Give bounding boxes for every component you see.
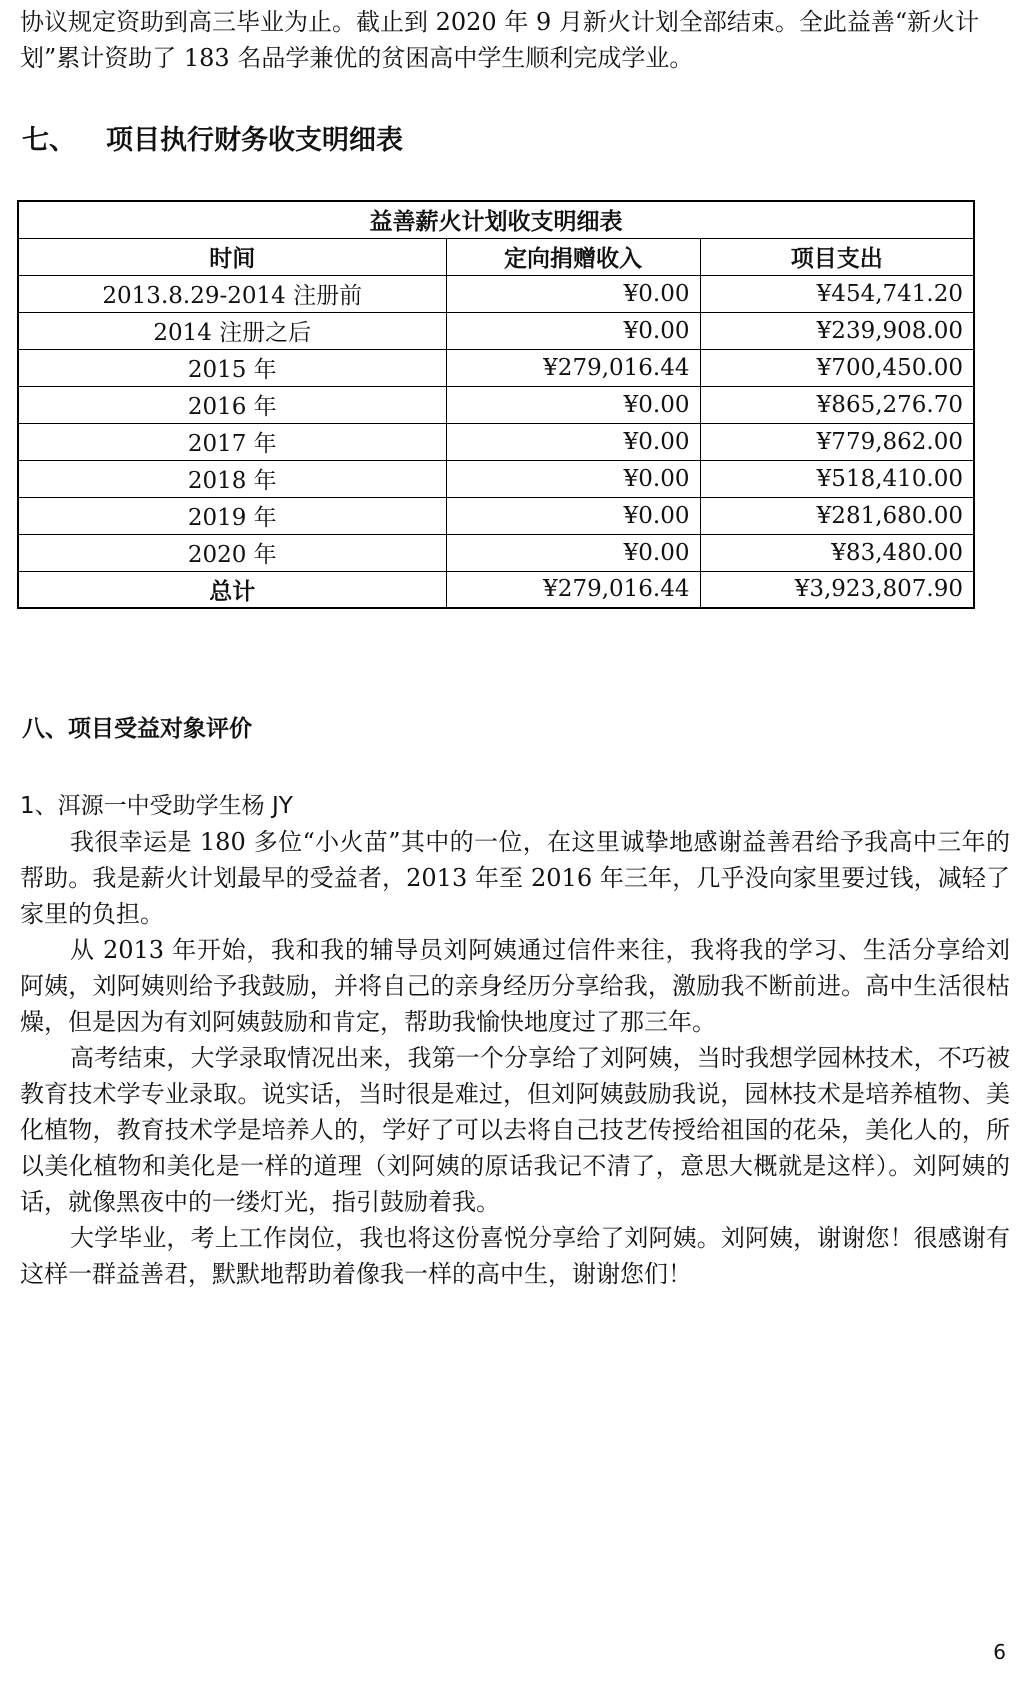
table-caption-row xyxy=(18,201,974,238)
header-income: 定向捐赠收入 xyxy=(446,238,700,275)
table-total-row xyxy=(18,571,974,608)
cell-period: 2019 年 xyxy=(18,497,446,534)
cell-income: ¥0.00 xyxy=(446,460,700,497)
cell-period: 2017 年 xyxy=(18,423,446,460)
cell-expense: ¥779,862.00 xyxy=(700,423,974,460)
cell-period: 2016 年 xyxy=(18,386,446,423)
testimonial-heading: 1、洱源一中受助学生杨 JY xyxy=(20,793,293,819)
intro-line-2: 划”累计资助了 183 名品学兼优的贫困高中学生顺利完成学业。 xyxy=(20,44,694,72)
table-row xyxy=(18,460,974,497)
header-expense: 项目支出 xyxy=(700,238,974,275)
header-period: 时间 xyxy=(18,238,446,275)
table-row xyxy=(18,349,974,386)
cell-period: 2013.8.29-2014 注册前 xyxy=(18,275,446,312)
section-8-heading: 八、项目受益对象评价 xyxy=(22,716,252,742)
testimonial-paragraph: 大学毕业，考上工作岗位，我也将这份喜悦分享给了刘阿姨。刘阿姨，谢谢您！很感谢有这样一群益善君，默默地帮助着像我一样的高中生，谢谢您们！ xyxy=(20,1224,1010,1288)
cell-period: 2015 年 xyxy=(18,349,446,386)
cell-expense: ¥865,276.70 xyxy=(700,386,974,423)
total-label: 总计 xyxy=(18,571,446,608)
table-row xyxy=(18,534,974,571)
total-expense: ¥3,923,807.90 xyxy=(700,571,974,608)
cell-income: ¥0.00 xyxy=(446,275,700,312)
section-7-title: 项目执行财务收支明细表 xyxy=(106,125,403,156)
cell-expense: ¥518,410.00 xyxy=(700,460,974,497)
table-header-row xyxy=(18,238,974,275)
table-row xyxy=(18,275,974,312)
cell-income: ¥0.00 xyxy=(446,312,700,349)
section-7-heading xyxy=(22,118,403,157)
page-number: 6 xyxy=(993,1640,1006,1664)
section-7-number: 七、 xyxy=(22,125,76,156)
testimonial-paragraph: 我很幸运是 180 多位“小火苗”其中的一位，在这里诚挚地感谢益善君给予我高中三年的帮助。我是薪火计划最早的受益者，2013 年至 2016 年三年，几乎没向家里要过钱，减轻了家里的负担。 xyxy=(20,828,1010,928)
cell-expense: ¥454,741.20 xyxy=(700,275,974,312)
table-row xyxy=(18,312,974,349)
table-row xyxy=(18,497,974,534)
testimonial-paragraph: 高考结束，大学录取情况出来，我第一个分享给了刘阿姨，当时我想学园林技术，不巧被教育技术学专业录取。说实话，当时很是难过，但刘阿姨鼓励我说，园林技术是培养植物、美化植物，教育技术学是培养人的，学好了可以去将自己技艺传授给祖国的花朵，美化人的，所以美化植物和美化是一样的道理（刘阿姨的原话我记不清了，意思大概就是这样）。刘阿姨的话，就像黑夜中的一缕灯光，指引鼓励着我。 xyxy=(20,1044,1010,1216)
cell-expense: ¥281,680.00 xyxy=(700,497,974,534)
testimonial-body xyxy=(20,824,1010,1292)
total-income: ¥279,016.44 xyxy=(446,571,700,608)
cell-income: ¥279,016.44 xyxy=(446,349,700,386)
finance-table xyxy=(17,200,975,609)
cell-income: ¥0.00 xyxy=(446,423,700,460)
cell-period: 2018 年 xyxy=(18,460,446,497)
cell-period: 2014 注册之后 xyxy=(18,312,446,349)
cell-income: ¥0.00 xyxy=(446,386,700,423)
table-row xyxy=(18,386,974,423)
cell-expense: ¥239,908.00 xyxy=(700,312,974,349)
cell-income: ¥0.00 xyxy=(446,497,700,534)
intro-line-1: 协议规定资助到高三毕业为止。截止到 2020 年 9 月新火计划全部结束。全此益善“新火计 xyxy=(20,8,980,36)
cell-income: ¥0.00 xyxy=(446,534,700,571)
cell-expense: ¥700,450.00 xyxy=(700,349,974,386)
table-row xyxy=(18,423,974,460)
intro-paragraph xyxy=(20,4,1010,76)
testimonial-paragraph: 从 2013 年开始，我和我的辅导员刘阿姨通过信件来往，我将我的学习、生活分享给刘阿姨，刘阿姨则给予我鼓励，并将自己的亲身经历分享给我，激励我不断前进。高中生活很枯燥，但是因为有刘阿姨鼓励和肯定，帮助我愉快地度过了那三年。 xyxy=(20,936,1010,1036)
table-caption: 益善薪火计划收支明细表 xyxy=(18,201,974,238)
cell-expense: ¥83,480.00 xyxy=(700,534,974,571)
cell-period: 2020 年 xyxy=(18,534,446,571)
